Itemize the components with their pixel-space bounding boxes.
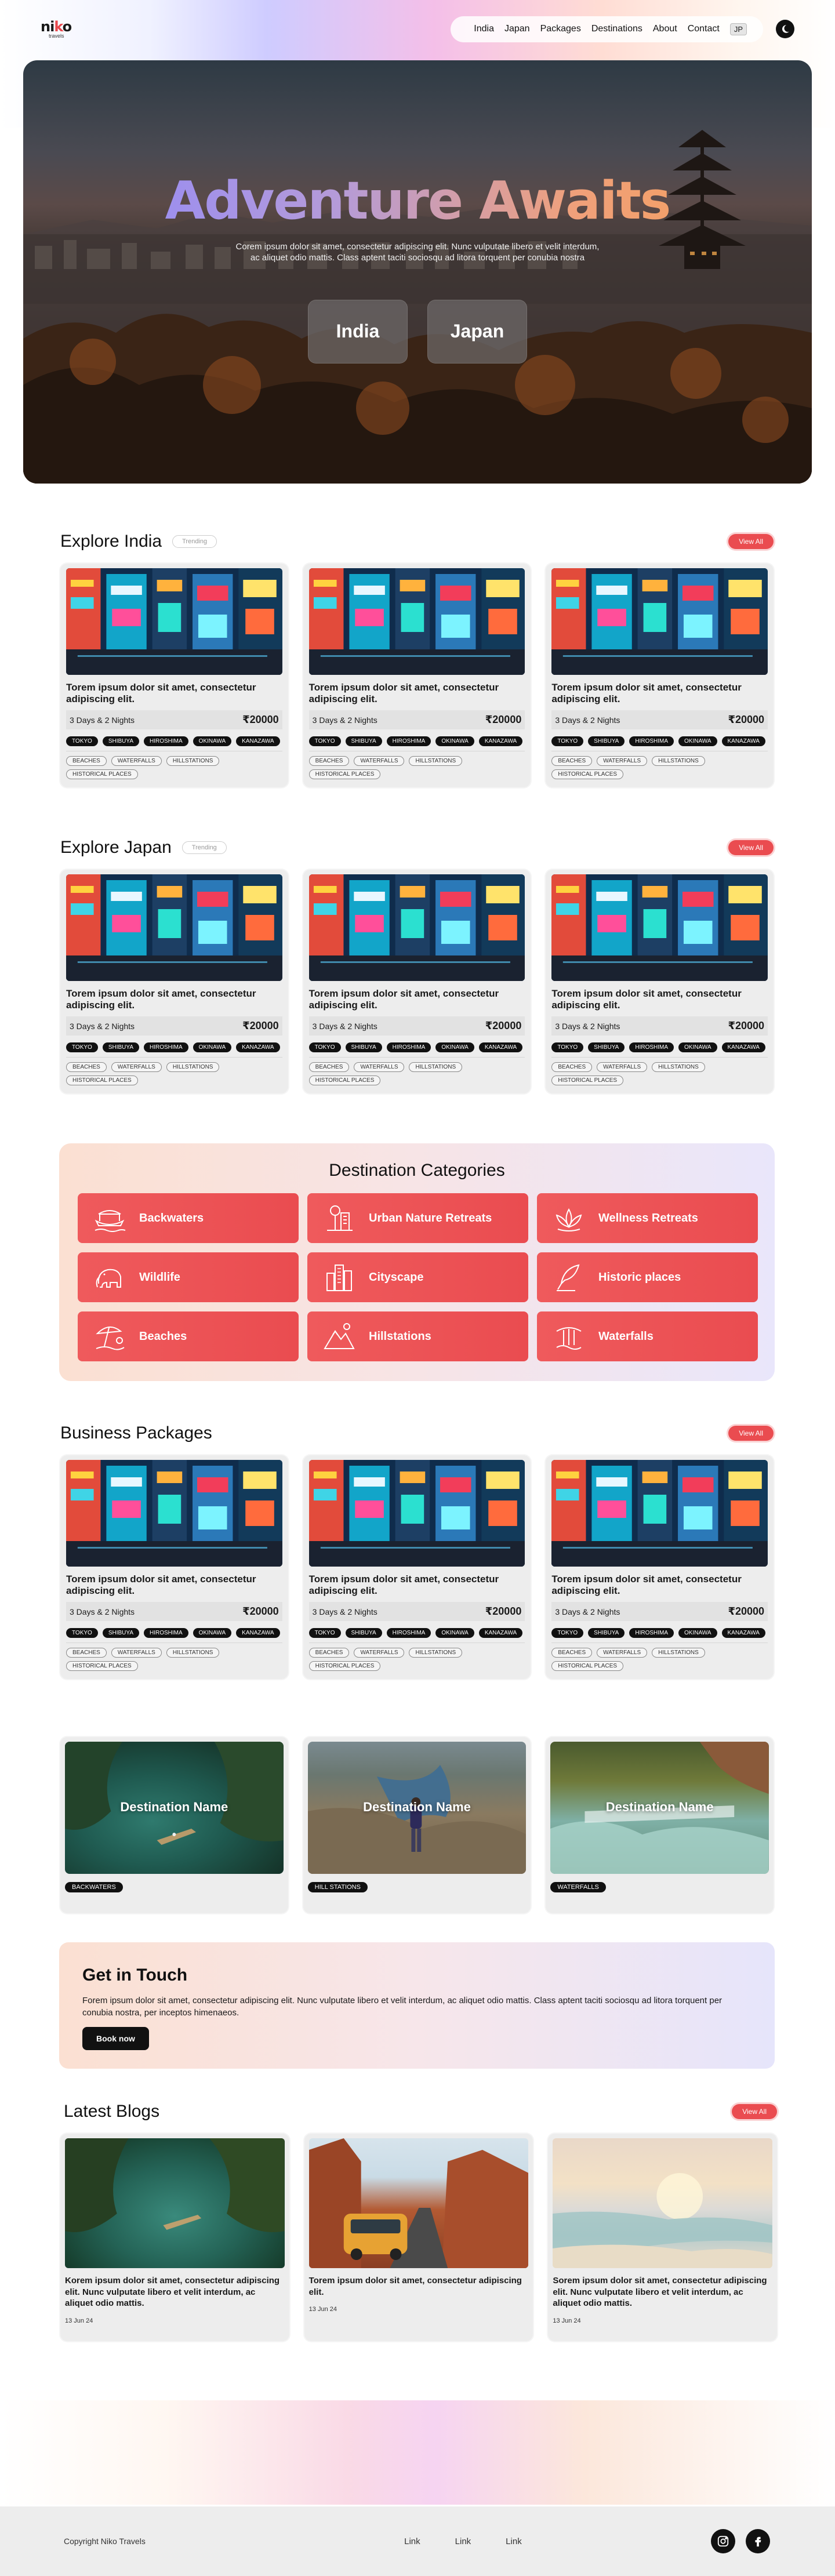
blog-date: 13 Jun 24 — [553, 2317, 581, 2324]
package-card[interactable] — [303, 564, 531, 787]
category-tag: BEACHES — [309, 1648, 350, 1658]
category-tag: BEACHES — [66, 1062, 107, 1072]
category-tag: BEACHES — [551, 1648, 592, 1658]
category-tag: WATERFALLS — [597, 1648, 647, 1658]
city-tag: OKINAWA — [678, 736, 717, 746]
package-card[interactable] — [60, 1455, 288, 1679]
package-price: ₹20000 — [485, 1020, 522, 1032]
category-tag: BEACHES — [66, 756, 107, 766]
blog-title: Korem ipsum dolor sit amet, consectetur adipiscing elit. Nunc vulputate libero et velit interdum, ac aliquet odio mattis. — [65, 2276, 280, 2309]
facebook-icon — [752, 2535, 764, 2548]
city-tag: SHIBUYA — [103, 1042, 139, 1052]
trending-tag: Trending — [182, 841, 227, 854]
category-tag: WATERFALLS — [597, 756, 647, 766]
category-tile-beaches[interactable] — [78, 1311, 299, 1361]
package-image — [551, 874, 768, 981]
category-tags — [309, 756, 525, 779]
beach-icon — [93, 1320, 126, 1353]
category-tags — [551, 756, 768, 779]
category-label: Waterfalls — [598, 1329, 654, 1343]
blog-card[interactable] — [304, 2134, 533, 2341]
category-tag: HILLSTATIONS — [166, 1062, 220, 1072]
category-tile-hillstations[interactable] — [307, 1311, 528, 1361]
package-duration: 3 Days & 2 Nights — [70, 1021, 135, 1031]
package-meta — [66, 710, 282, 729]
section-title: Business Packages — [60, 1423, 212, 1443]
city-tags — [551, 736, 768, 751]
category-tag: WATERFALLS — [354, 1062, 404, 1072]
city-tag: OKINAWA — [435, 1042, 474, 1052]
brand-logo[interactable]: niko travels — [41, 18, 72, 39]
package-image — [309, 1460, 525, 1567]
category-label: Beaches — [139, 1329, 187, 1343]
package-meta — [309, 710, 525, 729]
city-tag: HIROSHIMA — [387, 1042, 431, 1052]
destination-card[interactable] — [60, 1737, 288, 1913]
city-tag: TOKYO — [551, 1628, 583, 1638]
category-label: Wildlife — [139, 1270, 180, 1284]
nav-link-japan[interactable]: Japan — [504, 24, 530, 34]
package-meta — [66, 1016, 282, 1036]
section-title: Explore India — [60, 532, 162, 551]
package-price: ₹20000 — [485, 714, 522, 726]
city-tag: KANAZAWA — [236, 1628, 279, 1638]
package-duration: 3 Days & 2 Nights — [555, 1607, 620, 1616]
category-label: Hillstations — [369, 1329, 431, 1343]
package-title: Torem ipsum dolor sit amet, consectetur adipiscing elit. — [551, 682, 742, 704]
package-image — [309, 568, 525, 675]
blog-image — [309, 2138, 529, 2268]
category-label: Urban Nature Retreats — [369, 1211, 492, 1225]
package-meta — [551, 1016, 768, 1036]
city-tag: KANAZAWA — [722, 736, 765, 746]
package-price: ₹20000 — [728, 1605, 765, 1618]
city-tag: KANAZAWA — [479, 1628, 522, 1638]
category-tag: WATERFALLS — [111, 1062, 162, 1072]
blog-title: Sorem ipsum dolor sit amet, consectetur adipiscing elit. Nunc vulputate libero et velit interdum, ac aliquet odio mattis. — [553, 2276, 767, 2309]
city-tag: SHIBUYA — [346, 736, 382, 746]
category-tag: WATERFALLS — [354, 1648, 404, 1658]
theme-toggle-button[interactable] — [776, 20, 794, 38]
category-tile-wildlife[interactable] — [78, 1252, 299, 1302]
category-tag: WATERFALLS — [111, 756, 162, 766]
package-image — [66, 1460, 282, 1567]
get-in-touch-section — [59, 1942, 775, 2069]
view-all-button[interactable]: View All — [728, 1426, 774, 1441]
city-tag: HIROSHIMA — [144, 736, 188, 746]
city-tags — [551, 1042, 768, 1058]
elephant-icon — [93, 1260, 126, 1294]
city-tag: TOKYO — [66, 736, 98, 746]
category-tile-urban-nature-retreats[interactable] — [307, 1193, 528, 1243]
nav-link-packages[interactable]: Packages — [540, 24, 581, 34]
category-tag: HISTORICAL PLACES — [309, 769, 381, 779]
package-card[interactable] — [60, 564, 288, 787]
package-title: Torem ipsum dolor sit amet, consectetur adipiscing elit. — [551, 988, 742, 1011]
category-label: Historic places — [598, 1270, 681, 1284]
city-tag: SHIBUYA — [346, 1628, 382, 1638]
category-tag: BEACHES — [309, 756, 350, 766]
package-meta — [551, 1602, 768, 1621]
category-tag: HILLSTATIONS — [409, 1062, 462, 1072]
mountain-icon — [322, 1320, 356, 1353]
city-tag: SHIBUYA — [588, 1628, 625, 1638]
category-tag: HISTORICAL PLACES — [309, 1076, 381, 1085]
category-tag: HISTORICAL PLACES — [551, 1661, 623, 1671]
city-tag: TOKYO — [66, 1042, 98, 1052]
destination-tag: BACKWATERS — [65, 1882, 123, 1892]
category-tile-waterfalls[interactable] — [537, 1311, 758, 1361]
package-title: Torem ipsum dolor sit amet, consectetur adipiscing elit. — [308, 682, 499, 704]
city-tags — [309, 1042, 525, 1058]
category-tag: BEACHES — [66, 1648, 107, 1658]
package-meta — [551, 710, 768, 729]
city-tags — [551, 1628, 768, 1643]
view-all-button[interactable]: View All — [728, 840, 774, 855]
destination-card[interactable] — [546, 1737, 774, 1913]
hero-india-button[interactable]: India — [308, 300, 408, 364]
urban-nature-icon — [322, 1201, 356, 1235]
nav-menu — [451, 16, 763, 42]
category-tag: BEACHES — [551, 756, 592, 766]
category-tag: BEACHES — [551, 1062, 592, 1072]
copyright-text: Copyright Niko Travels — [64, 2537, 146, 2546]
destination-name: Destination Name — [120, 1800, 228, 1815]
city-tag: SHIBUYA — [103, 736, 139, 746]
package-duration: 3 Days & 2 Nights — [555, 1021, 620, 1031]
city-tag: TOKYO — [551, 736, 583, 746]
category-tag: WATERFALLS — [354, 756, 404, 766]
book-now-button[interactable]: Book now — [82, 2027, 149, 2050]
category-tile-historic-places[interactable] — [537, 1252, 758, 1302]
destinations-row — [60, 1737, 774, 1913]
category-tag: BEACHES — [309, 1062, 350, 1072]
category-tag: HILLSTATIONS — [652, 1648, 705, 1658]
city-tag: KANAZAWA — [236, 736, 279, 746]
city-tag: HIROSHIMA — [629, 1628, 674, 1638]
package-title: Torem ipsum dolor sit amet, consectetur adipiscing elit. — [66, 1574, 256, 1596]
footer-link[interactable]: Link — [506, 2536, 522, 2546]
blog-image — [553, 2138, 772, 2268]
package-duration: 3 Days & 2 Nights — [70, 1607, 135, 1616]
package-card[interactable] — [303, 1455, 531, 1679]
city-tags — [66, 1628, 282, 1643]
package-image — [66, 874, 282, 981]
blog-image — [65, 2138, 285, 2268]
destination-tag: WATERFALLS — [550, 1882, 606, 1892]
city-tags — [309, 736, 525, 751]
city-tag: KANAZAWA — [722, 1042, 765, 1052]
blog-card[interactable] — [548, 2134, 777, 2341]
package-image — [551, 568, 768, 675]
city-tag: TOKYO — [309, 1042, 341, 1052]
city-tag: HIROSHIMA — [629, 1042, 674, 1052]
package-duration: 3 Days & 2 Nights — [555, 715, 620, 725]
view-all-button[interactable]: View All — [728, 534, 774, 549]
category-tag: HILLSTATIONS — [166, 756, 220, 766]
category-label: Cityscape — [369, 1270, 424, 1284]
package-meta — [66, 1602, 282, 1621]
city-tag: TOKYO — [309, 736, 341, 746]
package-image — [66, 568, 282, 675]
blog-card[interactable] — [60, 2134, 289, 2341]
package-image — [551, 1460, 768, 1567]
category-tag: HISTORICAL PLACES — [309, 1661, 381, 1671]
blog-date: 13 Jun 24 — [308, 2306, 337, 2313]
city-tag: HIROSHIMA — [144, 1628, 188, 1638]
waterfall-icon — [552, 1320, 586, 1353]
category-tag: HILLSTATIONS — [166, 1648, 220, 1658]
package-title: Torem ipsum dolor sit amet, consectetur adipiscing elit. — [308, 988, 499, 1011]
package-meta — [309, 1602, 525, 1621]
category-tags — [551, 1648, 768, 1671]
language-switch[interactable]: JP — [730, 23, 747, 35]
blog-title: Torem ipsum dolor sit amet, consectetur adipiscing elit. — [308, 2276, 522, 2297]
view-all-button[interactable]: View All — [732, 2104, 777, 2119]
package-price: ₹20000 — [242, 714, 279, 726]
destination-categories-section — [59, 1143, 775, 1381]
city-tags — [309, 1628, 525, 1643]
city-tag: OKINAWA — [193, 1042, 231, 1052]
city-tag: KANAZAWA — [236, 1042, 279, 1052]
destination-tag: HILL STATIONS — [308, 1882, 368, 1892]
footer-link[interactable]: Link — [404, 2536, 420, 2546]
buildings-icon — [322, 1260, 356, 1294]
package-card[interactable] — [303, 870, 531, 1093]
category-tag: HISTORICAL PLACES — [66, 1076, 138, 1085]
houseboat-icon — [93, 1201, 126, 1235]
destination-card[interactable] — [303, 1737, 531, 1913]
explore-japan-section — [60, 836, 774, 1093]
contact-title: Get in Touch — [82, 1965, 188, 1985]
category-tag: HISTORICAL PLACES — [551, 1076, 623, 1085]
destination-name: Destination Name — [605, 1800, 714, 1815]
destination-name: Destination Name — [363, 1800, 471, 1815]
city-tag: OKINAWA — [678, 1628, 717, 1638]
business-packages-section — [60, 1422, 774, 1679]
section-title: Destination Categories — [329, 1161, 505, 1180]
section-title: Latest Blogs — [64, 2102, 160, 2121]
category-tag: HISTORICAL PLACES — [551, 769, 623, 779]
city-tag: KANAZAWA — [722, 1628, 765, 1638]
category-tags — [309, 1062, 525, 1085]
package-card[interactable] — [546, 870, 774, 1093]
city-tag: HIROSHIMA — [144, 1042, 188, 1052]
package-image — [309, 874, 525, 981]
nav-link-about[interactable]: About — [652, 24, 677, 34]
city-tag: KANAZAWA — [479, 736, 522, 746]
category-tag: HISTORICAL PLACES — [66, 769, 138, 779]
city-tag: SHIBUYA — [588, 736, 625, 746]
top-navigation — [0, 0, 835, 58]
package-duration: 3 Days & 2 Nights — [312, 1021, 377, 1031]
city-tags — [66, 1042, 282, 1058]
city-tag: SHIBUYA — [346, 1042, 382, 1052]
latest-blogs-section — [64, 2100, 777, 2341]
hero-japan-button[interactable]: Japan — [427, 300, 527, 364]
nav-link-india[interactable]: India — [474, 24, 494, 34]
package-card[interactable] — [546, 1455, 774, 1679]
city-tag: TOKYO — [309, 1628, 341, 1638]
package-title: Torem ipsum dolor sit amet, consectetur adipiscing elit. — [66, 988, 256, 1011]
hero-description: Corem ipsum dolor sit amet, consectetur adipiscing elit. Nunc vulputate libero et velit interdum, ac aliquet odio mattis. Class aptent taciti sociosqu ad litora torquent per conubia nostra — [235, 242, 600, 263]
category-tag: WATERFALLS — [597, 1062, 647, 1072]
category-tile-backwaters[interactable] — [78, 1193, 299, 1243]
hero-title: Adventure Awaits — [23, 170, 812, 231]
city-tag: OKINAWA — [193, 1628, 231, 1638]
city-tag: SHIBUYA — [588, 1042, 625, 1052]
category-tags — [309, 1648, 525, 1671]
nav-link-destinations[interactable]: Destinations — [591, 24, 642, 34]
instagram-button[interactable] — [711, 2529, 735, 2553]
city-tag: TOKYO — [66, 1628, 98, 1638]
category-tile-cityscape[interactable] — [307, 1252, 528, 1302]
site-footer — [0, 2506, 835, 2576]
package-duration: 3 Days & 2 Nights — [70, 715, 135, 725]
package-title: Torem ipsum dolor sit amet, consectetur adipiscing elit. — [551, 1574, 742, 1596]
trending-tag: Trending — [172, 535, 217, 548]
category-tags — [66, 1648, 282, 1671]
category-tile-wellness-retreats[interactable] — [537, 1193, 758, 1243]
category-tag: HILLSTATIONS — [652, 756, 705, 766]
city-tag: OKINAWA — [435, 1628, 474, 1638]
category-tags — [66, 1062, 282, 1085]
destination-image-hill-stations — [308, 1742, 527, 1874]
package-price: ₹20000 — [728, 714, 765, 726]
moon-icon — [780, 24, 790, 34]
city-tag: OKINAWA — [193, 736, 231, 746]
city-tag: OKINAWA — [435, 736, 474, 746]
section-title: Explore Japan — [60, 838, 172, 858]
package-duration: 3 Days & 2 Nights — [312, 715, 377, 725]
category-tag: WATERFALLS — [111, 1648, 162, 1658]
city-tag: OKINAWA — [678, 1042, 717, 1052]
category-tag: HILLSTATIONS — [409, 1648, 462, 1658]
explore-india-section — [60, 530, 774, 787]
package-title: Torem ipsum dolor sit amet, consectetur adipiscing elit. — [308, 1574, 499, 1596]
package-price: ₹20000 — [485, 1605, 522, 1618]
city-tag: HIROSHIMA — [629, 736, 674, 746]
city-tags — [66, 736, 282, 751]
package-duration: 3 Days & 2 Nights — [312, 1607, 377, 1616]
city-tag: SHIBUYA — [103, 1628, 139, 1638]
package-title: Torem ipsum dolor sit amet, consectetur adipiscing elit. — [66, 682, 256, 704]
city-tag: KANAZAWA — [479, 1042, 522, 1052]
category-tags — [551, 1062, 768, 1085]
category-tags — [66, 756, 282, 779]
category-tag: HISTORICAL PLACES — [66, 1661, 138, 1671]
package-card[interactable] — [60, 870, 288, 1093]
destination-image-waterfalls — [550, 1742, 769, 1874]
destination-image-backwaters — [65, 1742, 284, 1874]
hero-banner — [23, 60, 812, 484]
blog-date: 13 Jun 24 — [65, 2317, 93, 2324]
quill-icon — [552, 1260, 586, 1294]
package-card[interactable] — [546, 564, 774, 787]
contact-description: Forem ipsum dolor sit amet, consectetur adipiscing elit. Nunc vulputate libero et velit interdum, ac aliquet odio mattis. Class aptent taciti sociosqu ad litora torquent per conubia nostra, per inceptos himenaeos. — [82, 1996, 723, 2018]
package-price: ₹20000 — [242, 1605, 279, 1618]
nav-link-contact[interactable]: Contact — [687, 24, 720, 34]
city-tag: TOKYO — [551, 1042, 583, 1052]
package-meta — [309, 1016, 525, 1036]
city-tag: HIROSHIMA — [387, 736, 431, 746]
category-label: Backwaters — [139, 1211, 204, 1225]
package-price: ₹20000 — [728, 1020, 765, 1032]
lotus-icon — [552, 1201, 586, 1235]
city-tag: HIROSHIMA — [387, 1628, 431, 1638]
package-price: ₹20000 — [242, 1020, 279, 1032]
footer-link[interactable]: Link — [455, 2536, 471, 2546]
instagram-icon — [717, 2535, 729, 2548]
category-tag: HILLSTATIONS — [652, 1062, 705, 1072]
category-tag: HILLSTATIONS — [409, 756, 462, 766]
category-label: Wellness Retreats — [598, 1211, 698, 1225]
facebook-button[interactable] — [746, 2529, 770, 2553]
